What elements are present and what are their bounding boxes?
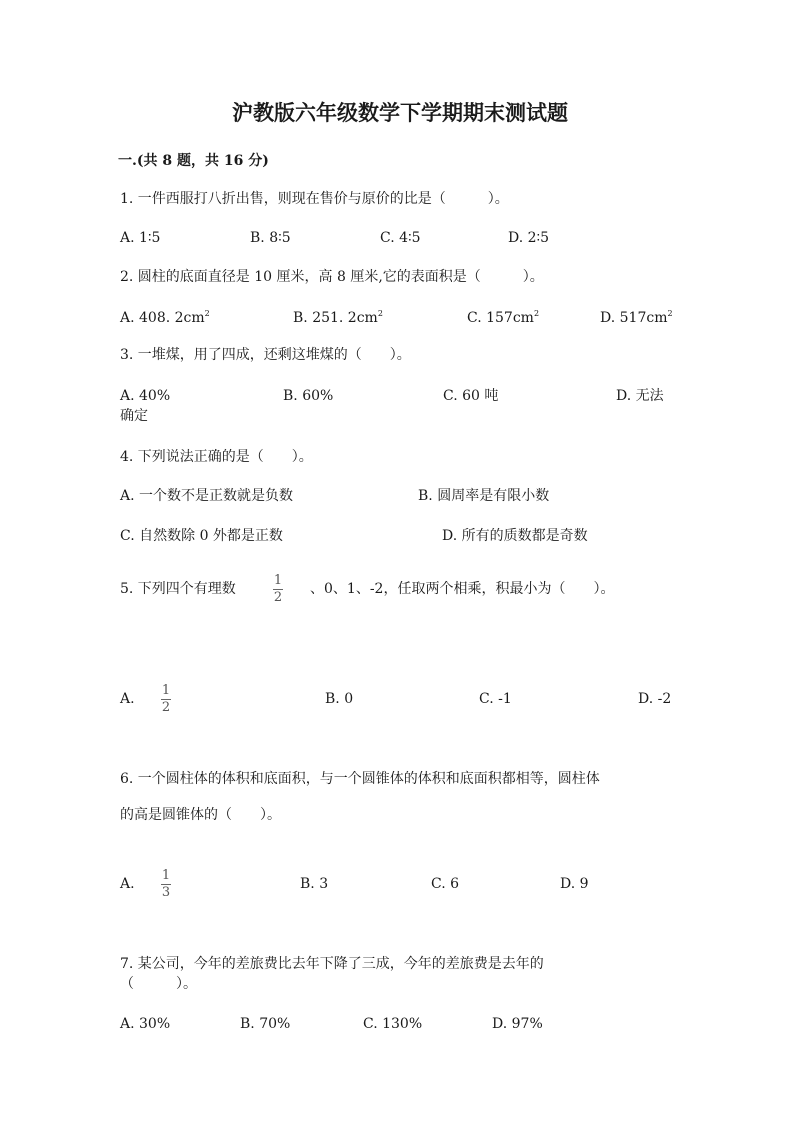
question-7-option-d: D. 97% [492,1016,543,1032]
question-3-option-b: B. 60% [283,388,334,404]
question-1-option-b: B. 8∶5 [250,230,291,246]
unit-superscript: 2 [377,309,383,318]
unit-superscript: 2 [533,309,540,318]
question-4-option-d: D. 所有的质数都是奇数 [442,528,588,544]
question-6-option-a: A. [120,876,135,892]
question-6-option-d: D. 9 [560,876,589,892]
question-4-option-a: A. 一个数不是正数就是负数 [120,488,294,504]
fraction-numerator: 1 [161,683,171,698]
question-4-stem: 4. 下列说法正确的是（ ）。 [120,449,313,465]
question-5-stem-start: 5. 下列四个有理数 [120,581,236,597]
option-text: C. 157cm [467,310,534,326]
question-4-option-b: B. 圆周率是有限小数 [418,488,550,504]
question-2-option-c [467,309,539,327]
question-6-stem-line-2: 的高是圆锥体的（ ）。 [120,807,281,823]
question-7-option-b: B. 70% [240,1016,291,1032]
question-1-option-c: C. 4∶5 [380,230,421,246]
fraction-option-a [161,869,171,899]
fraction-denominator: 3 [161,885,171,900]
question-7-option-a: A. 30% [120,1016,171,1032]
option-text: D. 517cm [600,310,668,326]
question-1-option-d: D. 2∶5 [508,230,550,246]
question-2-option-a [120,309,210,327]
question-5-stem-end: 、0、1、-2，任取两个相乘，积最小为（ ）。 [310,581,615,597]
question-3-option-c: C. 60 吨 [443,388,499,404]
page-title: 沪教版六年级数学下学期期末测试题 [232,100,568,125]
question-1-option-a: A. 1∶5 [120,230,161,246]
question-7-stem-line-1: 7. 某公司，今年的差旅费比去年下降了三成，今年的差旅费是去年的 [120,956,544,972]
question-6-option-b: B. 3 [300,876,329,892]
question-5-option-d: D. -2 [638,691,672,707]
question-1-stem: 1. 一件西服打八折出售，则现在售价与原价的比是（ ）。 [120,191,509,207]
option-text: A. 408. 2cm [120,310,205,326]
fraction-denominator: 2 [273,590,283,605]
question-3-stem: 3. 一堆煤，用了四成，还剩这堆煤的（ ）。 [120,347,411,363]
section-heading: 一.(共 8 题，共 16 分) [118,153,269,169]
option-text: B. 251. 2cm [293,310,378,326]
fraction-denominator: 2 [161,700,171,715]
question-5-option-a: A. [120,691,135,707]
fraction-one-half [273,574,283,604]
question-7-stem-line-2: （ ）。 [120,976,197,992]
question-2-stem: 2. 圆柱的底面直径是 10 厘米，高 8 厘米,它的表面积是（ ）。 [120,269,544,285]
fraction-option-a [161,684,171,714]
question-5-option-b: B. 0 [325,691,354,707]
fraction-numerator: 1 [273,573,283,588]
question-3-option-d-continued: 确定 [120,408,148,424]
unit-superscript: 2 [667,309,673,318]
question-4-option-c: C. 自然数除 0 外都是正数 [120,528,283,544]
question-6-option-c: C. 6 [431,876,460,892]
question-6-stem-line-1: 6. 一个圆柱体的体积和底面积，与一个圆锥体的体积和底面积都相等，圆柱体 [120,771,600,787]
question-3-option-d: D. 无法 [616,388,664,404]
question-2-option-b [293,309,383,327]
question-5-option-c: C. -1 [479,691,512,707]
question-2-option-d [600,309,673,327]
question-7-option-c: C. 130% [363,1016,423,1032]
fraction-numerator: 1 [161,868,171,883]
unit-superscript: 2 [204,309,210,318]
question-3-option-a: A. 40% [120,388,171,404]
